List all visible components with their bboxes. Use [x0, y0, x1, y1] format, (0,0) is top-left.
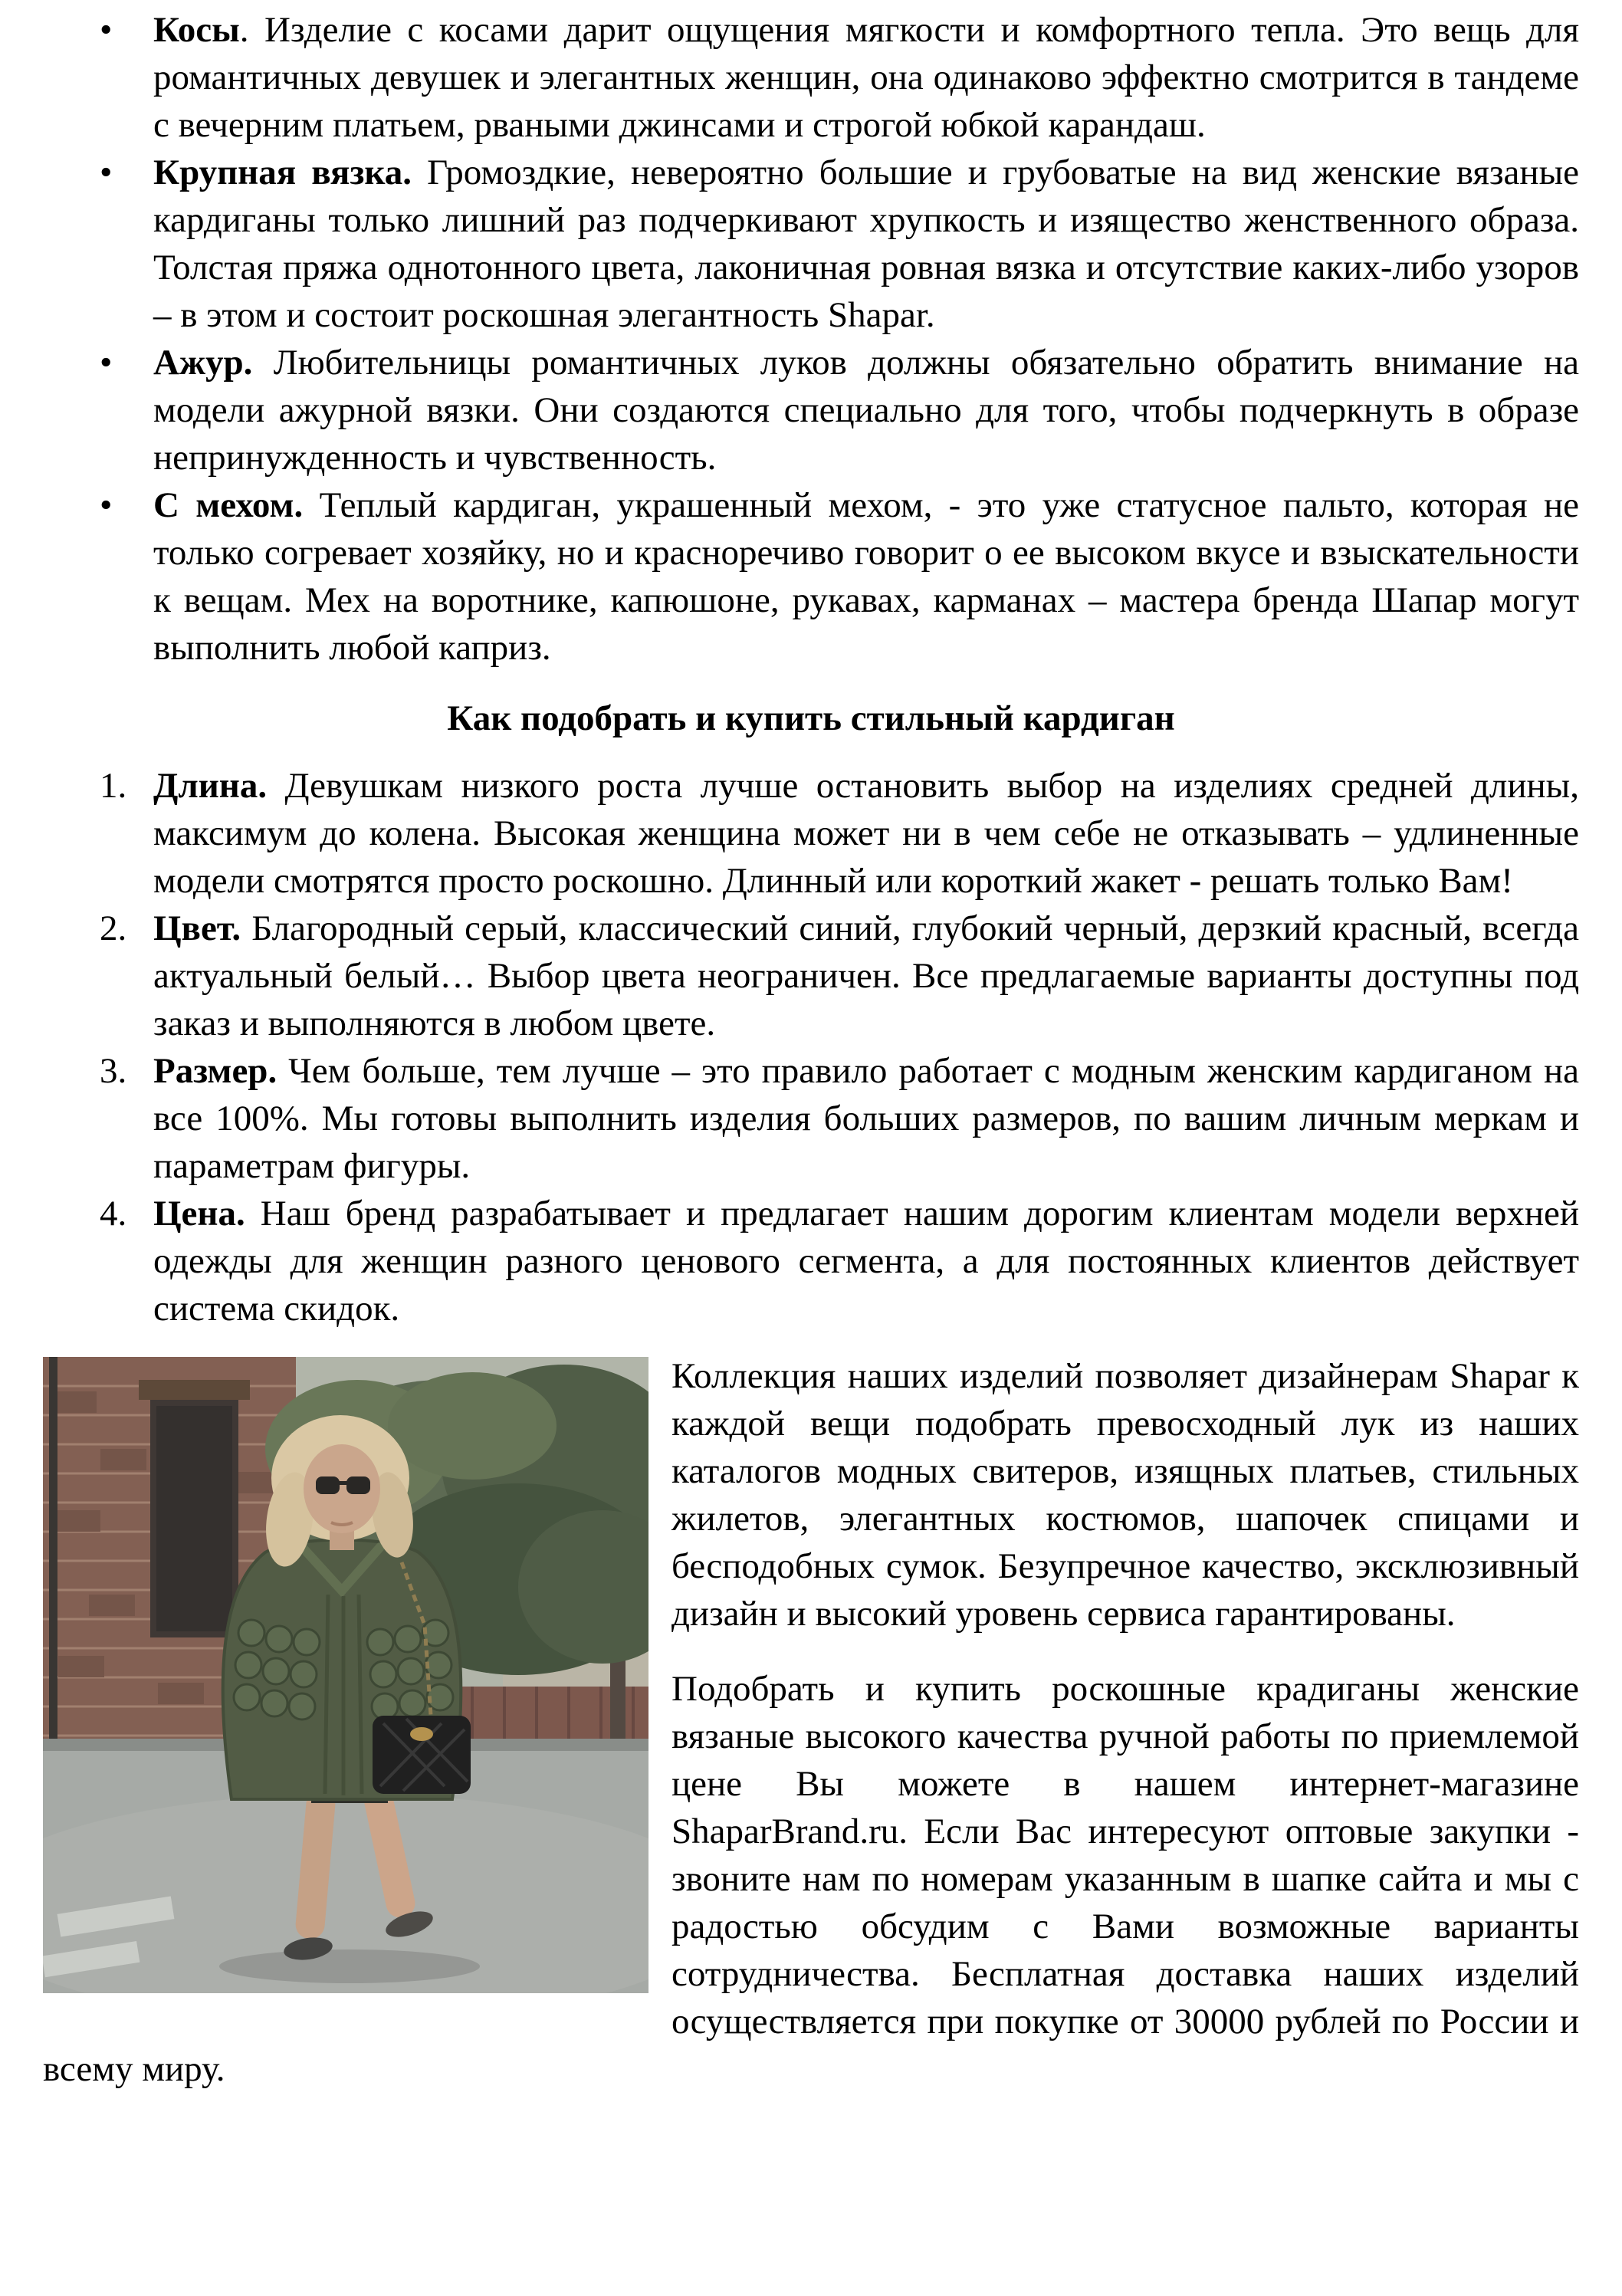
bullet-item-krupnaya-vyazka [43, 149, 1579, 339]
closing-section [43, 1352, 1579, 2093]
bullet-body-text: . Изделие с косами дарит ощущения мягкости и комфортного тепла. Это вещь для романтичных девушек и элегантных женщин, она одинаково эффектно смотрится в тандеме с вечерним платьем, рваными джинсами и строгой юбкой карандаш. [153, 10, 1579, 145]
item-lead: Цвет. [153, 908, 241, 948]
bullet-marker: • [100, 10, 113, 50]
bullet-paragraph [153, 339, 1579, 481]
bullet-marker: • [100, 485, 113, 525]
bullet-body-text: Любительницы романтичных луков должны обязательно обратить внимание на модели ажурной вязки. Они создаются специально для того, чтобы подчеркнуть в образе непринужденность и чувственность. [153, 343, 1579, 478]
item-number: 4. [100, 1194, 127, 1233]
bullet-lead: Крупная вязка. [153, 153, 412, 192]
item-lead: Цена. [153, 1194, 245, 1233]
numbered-paragraph [153, 905, 1579, 1047]
bullet-lead: Ажур. [153, 343, 253, 383]
numbered-item-razmer [43, 1047, 1579, 1190]
item-body-text: Девушкам низкого роста лучше остановить выбор на изделиях средней длины, максимум до колена. Высокая женщина может ни в чем себе не отказывать – удлиненные модели смотрятся просто роскошно. Длинный или короткий жакет - решать только Вам! [153, 766, 1579, 901]
bullet-marker: • [100, 343, 113, 383]
bullet-body-text: Теплый кардиган, украшенный мехом, - это уже статусное пальто, которая не только согревает хозяйку, но и красноречиво говорит о ее высоком вкусе и взыскательности к вещам. Мех на воротнике, капюшоне, рукавах, карманах – мастера бренда Шапар могут выполнить любой каприз. [153, 485, 1579, 668]
closing-paragraph-shop: Подобрать и купить роскошные крадиганы женские вязаные высокого качества ручной работы по приемлемой цене Вы можете в нашем интернет-магазине ShaparBrand.ru. Если Вас интересуют оптовые закупки - звоните нам по номерам указанным в шапке сайта и мы с радостью обсудим с Вами возможные варианты сотрудничества. Бесплатная доставка наших изделий осуществляется при покупке от 30000 рублей по России и всему миру. [43, 1669, 1579, 2089]
street-style-photo [43, 1357, 648, 1993]
numbered-paragraph [153, 762, 1579, 905]
item-number: 2. [100, 908, 127, 948]
item-number: 1. [100, 766, 127, 806]
bullet-body-text: Громоздкие, невероятно большие и грубоватые на вид женские вязаные кардиганы только лишний раз подчеркивают хрупкость и изящество женственного образа. Толстая пряжа однотонного цвета, лаконичная ровная вязка и отсутствие каких-либо узоров – в этом и состоит роскошная элегантность Shapar. [153, 153, 1580, 335]
item-body-text: Благородный серый, классический синий, глубокий черный, дерзкий красный, всегда актуальный белый… Выбор цвета неограничен. Все предлагаемые варианты доступны под заказ и выполняются в любом цвете. [153, 908, 1579, 1043]
photo-wash-overlay [43, 1357, 648, 1993]
street-style-photo-graphic [43, 1357, 648, 1993]
bullet-lead: С мехом. [153, 485, 304, 525]
item-lead: Длина. [153, 766, 268, 806]
item-lead: Размер. [153, 1051, 277, 1091]
numbered-item-tsvet [43, 905, 1579, 1047]
bullet-lead: Косы [153, 10, 240, 50]
closing-paragraph-collection: Коллекция наших изделий позволяет дизайнерам Shapar к каждой вещи подобрать превосходный лук из наших каталогов модных свитеров, изящных платьев, стильных жилетов, элегантных костюмов, шапочек спицами и бесподобных сумок. Безупречное качество, эксклюзивный дизайн и высокий уровень сервиса гарантированы. [671, 1356, 1579, 1634]
bullet-item-kosy [43, 6, 1579, 149]
section-heading: Как подобрать и купить стильный кардиган [447, 698, 1175, 738]
numbered-item-tsena [43, 1190, 1579, 1332]
bullet-paragraph [153, 6, 1579, 149]
bullet-marker: • [100, 153, 113, 192]
numbered-item-dlina [43, 762, 1579, 905]
bullet-paragraph [153, 149, 1579, 339]
item-body-text: Чем больше, тем лучше – это правило работает с модным женским кардиганом на все 100%. Мы готовы выполнить изделия больших размеров, по вашим личным меркам и параметрам фигуры. [153, 1051, 1579, 1186]
numbered-paragraph [153, 1190, 1579, 1332]
bullet-item-s-mekhom [43, 481, 1579, 672]
feature-bullet-list [43, 6, 1579, 672]
item-number: 3. [100, 1051, 127, 1091]
item-body-text: Наш бренд разрабатывает и предлагает нашим дорогим клиентам модели верхней одежды для женщин разного ценового сегмента, а для постоянных клиентов действует система скидок. [153, 1194, 1579, 1329]
numbered-paragraph [153, 1047, 1579, 1190]
bullet-paragraph [153, 481, 1579, 672]
bullet-item-azhur [43, 339, 1579, 481]
tips-numbered-list [43, 762, 1579, 1332]
